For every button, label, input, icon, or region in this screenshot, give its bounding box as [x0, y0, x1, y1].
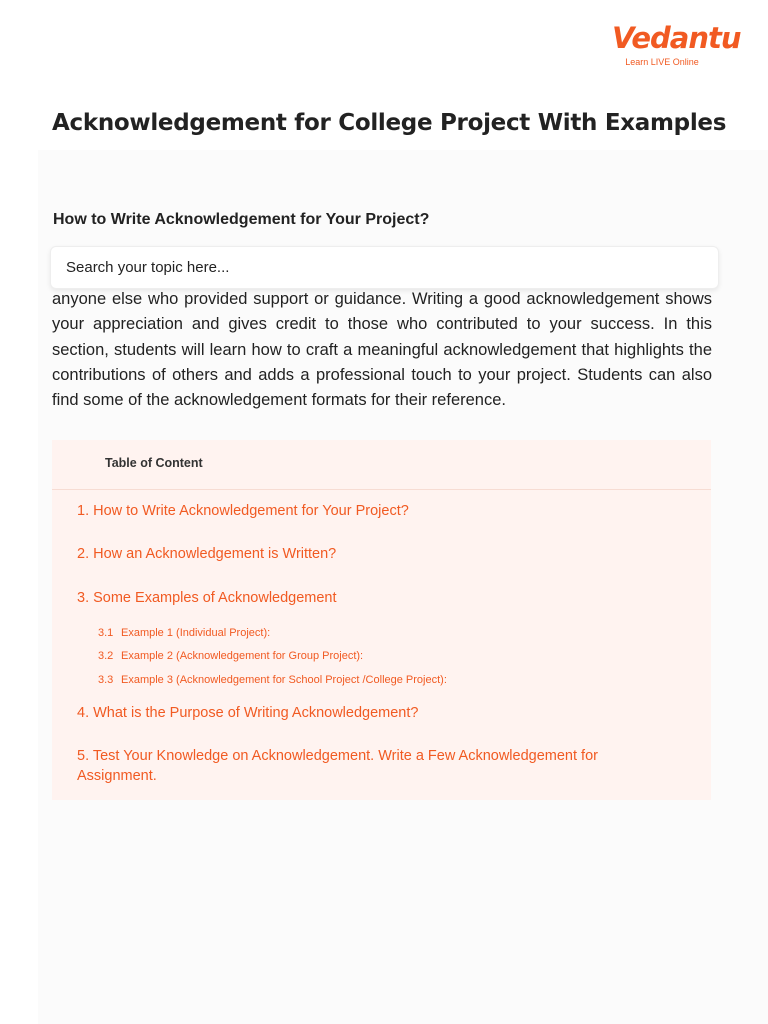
logo-wordmark: Vedantu	[612, 21, 741, 55]
toc-subitem-number: 3.2	[98, 650, 114, 662]
page-title: Acknowledgement for College Project With Examples	[52, 110, 727, 136]
section-heading: How to Write Acknowledgement for Your Project?	[53, 211, 430, 228]
toc-subitem-example-1[interactable]	[98, 626, 270, 640]
toc-item-test-knowledge[interactable]: 5. Test Your Knowledge on Acknowledgement. Write a Few Acknowledgement for Assignment.	[77, 748, 598, 784]
toc-subitem-number: 3.1	[98, 627, 114, 639]
toc-item-how-to-write[interactable]: 1. How to Write Acknowledgement for Your Project?	[77, 503, 409, 519]
intro-paragraph: anyone else who provided support or guidance. Writing a good acknowledgement shows your appreciation and gives credit to those who contributed to your success. In this section, students will learn how to craft a meaningful acknowledgement that highlights the contributions of others and adds a professional touch to your project. Students can also find some of the acknowledgement formats for their reference.	[52, 290, 712, 410]
toc-item-how-written[interactable]: 2. How an Acknowledgement is Written?	[77, 546, 337, 562]
logo-tagline: Learn LIVE Online	[625, 57, 699, 67]
toc-subitem-example-3[interactable]	[98, 673, 447, 687]
search-input[interactable]	[51, 247, 718, 288]
toc-subitem-number: 3.3	[98, 674, 114, 686]
toc-subitem-label: Example 2 (Acknowledgement for Group Project):	[121, 650, 364, 662]
toc-header	[52, 440, 711, 490]
toc-subitem-label: Example 3 (Acknowledgement for School Project /College Project):	[121, 674, 447, 686]
toc-item-examples[interactable]: 3. Some Examples of Acknowledgement	[77, 590, 337, 606]
search-bar[interactable]	[50, 246, 719, 289]
vedantu-logo[interactable]	[612, 21, 741, 68]
toc-subitem-label: Example 1 (Individual Project):	[121, 627, 271, 639]
intro-paragraph-container	[52, 284, 712, 429]
toc-title: Table of Content	[105, 456, 203, 470]
table-of-content	[52, 440, 711, 800]
toc-subitem-example-2[interactable]	[98, 649, 363, 663]
toc-item-purpose[interactable]: 4. What is the Purpose of Writing Acknowledgement?	[77, 705, 419, 721]
